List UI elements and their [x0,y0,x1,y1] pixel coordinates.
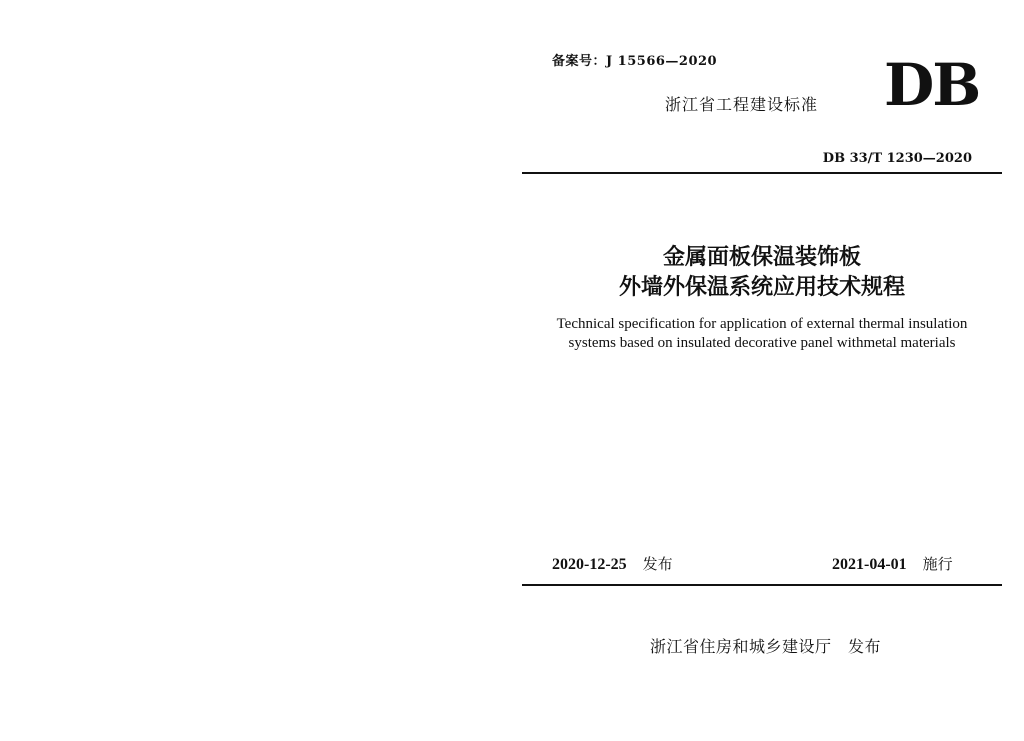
implement-date-block [832,553,953,574]
implement-label: 施行 [922,555,953,573]
implement-date: 2021-04-01 [832,556,907,573]
title-en-line1: Technical specification for application of external thermal insulation [556,316,968,332]
title-cn-line1: 金属面板保温装饰板 [662,244,861,270]
publisher: 浙江省住房和城乡建设厅 发布 [650,637,882,656]
title-cn-line2: 外墙外保温系统应用技术规程 [618,274,905,300]
issue-date-block [552,553,673,574]
record-number: 备案号：J 15566—2020 [552,54,718,69]
db-logo: DB [884,51,980,119]
issue-label: 发布 [642,555,673,573]
top-rule [522,172,1002,174]
standard-type: 浙江省工程建设标准 [665,95,819,114]
issue-date: 2020-12-25 [552,556,627,573]
bottom-rule [522,584,1002,586]
title-en-line2: systems based on insulated decorative panel withmetal materials [568,335,956,351]
standard-number: DB 33/T 1230—2020 [822,151,972,166]
